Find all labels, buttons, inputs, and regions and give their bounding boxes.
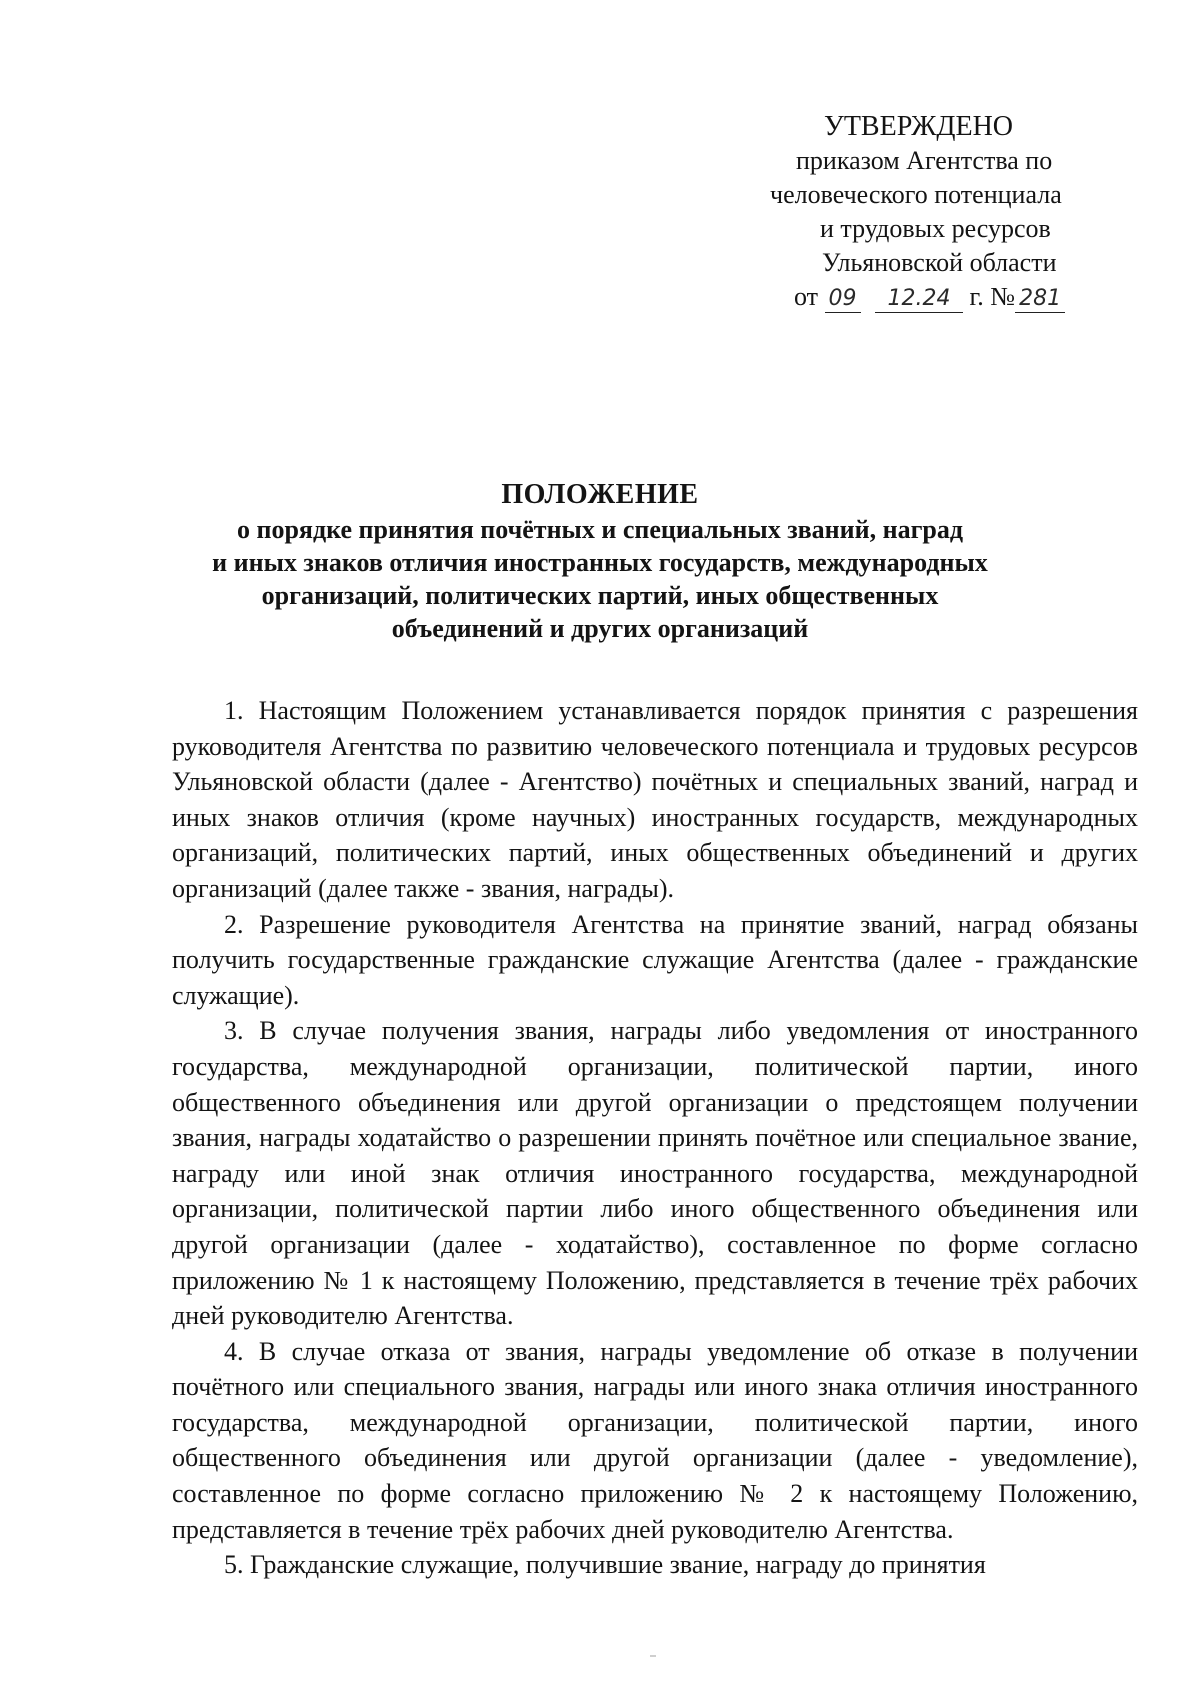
approval-line-1: приказом Агентства по bbox=[796, 146, 1053, 175]
scan-artifact bbox=[650, 1655, 656, 1657]
title-line-1: о порядке принятия почётных и специальных званий, наград bbox=[236, 515, 964, 544]
number-prefix: № bbox=[990, 282, 1016, 311]
title-line-4: объединений и других организаций bbox=[391, 614, 809, 643]
document-body bbox=[172, 693, 1138, 1583]
approval-date-line bbox=[760, 280, 1120, 314]
paragraph-1: 1. Настоящим Положением устанавливается порядок принятия с разрешения руководителя Агентства по развитию человеческого потенциала и трудовых ресурсов Ульяновской области (далее - Агентство) почётных и специальных званий, наград и иных знаков отличия (кроме научных) иностранных государств, международных организаций, политических партий, иных общественных объединений и других организаций (далее также - звания, награды). bbox=[172, 696, 1138, 903]
approval-stamp-block bbox=[760, 110, 1120, 314]
paragraph-5: 5. Гражданские служащие, получившие звание, награду до принятия bbox=[224, 1550, 986, 1580]
document-title bbox=[150, 478, 1050, 645]
handwritten-month-year: 12.24 bbox=[875, 286, 963, 313]
handwritten-order-number: 281 bbox=[1015, 286, 1065, 313]
approval-line-4: Ульяновской области bbox=[822, 248, 1057, 277]
approval-line-2: человеческого потенциала bbox=[770, 180, 1062, 209]
paragraph-3: 3. В случае получения звания, награды либо уведомления от иностранного государства, международной организации, политической партии, иного общественного объединения или другой организации о предстоящем получении звания, награды ходатайство о разрешении принять почётное или специальное звание, награду или иной знак отличия иностранного государства, международной организации, политической партии либо иного общественного объединения или другой организации (далее - ходатайство), составленное по форме согласно приложению № 1 к настоящему Положению, представляется в течение трёх рабочих дней руководителю Агентства. bbox=[172, 1016, 1138, 1331]
paragraph-2: 2. Разрешение руководителя Агентства на принятие званий, наград обязаны получить государственные гражданские служащие Агентства (далее - гражданские служащие). bbox=[172, 909, 1138, 1010]
title-line-2: и иных знаков отличия иностранных государств, международных bbox=[212, 548, 988, 577]
handwritten-day: 09 bbox=[825, 286, 861, 313]
approved-label: УТВЕРЖДЕНО bbox=[824, 111, 1014, 142]
page-title: ПОЛОЖЕНИЕ bbox=[501, 479, 699, 510]
date-prefix: от bbox=[794, 282, 819, 311]
approval-line-3: и трудовых ресурсов bbox=[820, 214, 1051, 243]
year-suffix: г. bbox=[969, 282, 984, 311]
title-line-3: организаций, политических партий, иных общественных bbox=[261, 581, 939, 610]
paragraph-4: 4. В случае отказа от звания, награды уведомление об отказе в получении почётного или специального звания, награды или иного знака отличия иностранного государства, международной организации, политической партии, иного общественного объединения или другой организации (далее - уведомление), составленное по форме согласно приложению № 2 к настоящему Положению, представляется в течение трёх рабочих дней руководителю Агентства. bbox=[172, 1336, 1138, 1544]
